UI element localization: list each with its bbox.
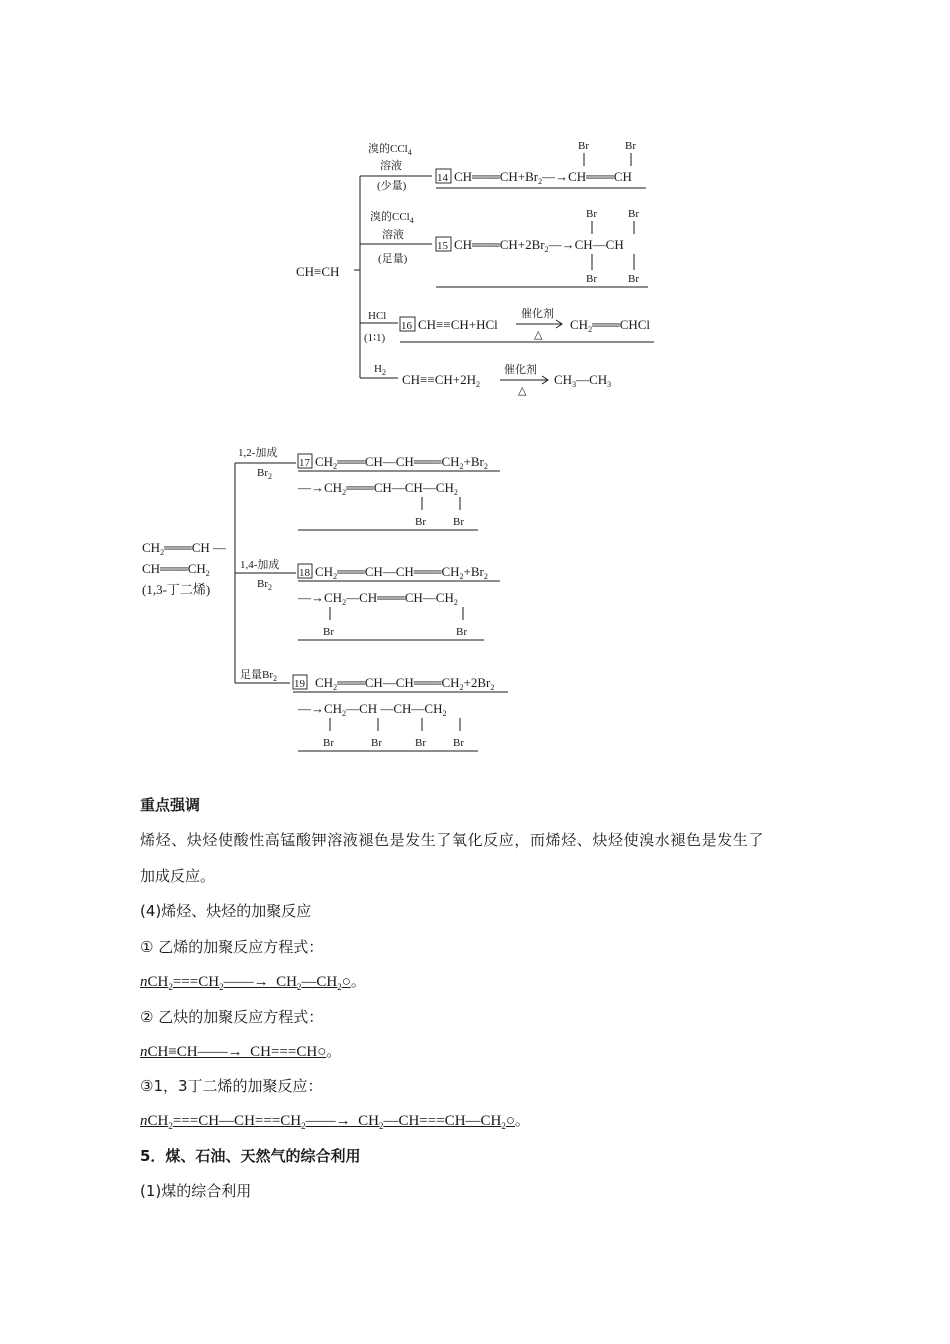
- equation-3: $nCH_2===CH—CH===CH_2——\to$ $CH_2—CH===CH—CH_2○$: [140, 1113, 515, 1131]
- branch-16-cond-1: HCl: [368, 310, 387, 322]
- branch-17-product: $—\to CH_2═══CH—CH—CH_2$: [298, 480, 458, 497]
- item-3-label: ③1，3丁二烯的加聚反应：: [140, 1077, 323, 1095]
- branch-16-reactants: CH≡≡CH+HCl: [418, 317, 498, 332]
- branch-14-br-2: Br: [625, 140, 636, 152]
- branch-17-cond-2: $Br_2$: [257, 467, 272, 481]
- branch-16-heat: △: [534, 329, 543, 341]
- branch-19-br-2: Br: [371, 737, 382, 749]
- branch-19-br-3: Br: [415, 737, 426, 749]
- section-5-title: 5．煤、石油、天然气的综合利用: [140, 1147, 361, 1165]
- branch-h2-heat: △: [518, 385, 527, 397]
- acetylene-diagram: [296, 140, 654, 397]
- equation-1: $nCH_2===CH_2——\to$ $CH_2—CH_2○$: [140, 974, 351, 992]
- branch-19-number: 19: [294, 678, 305, 690]
- branch-15-br-3: Br: [586, 273, 597, 285]
- branch-16-number: 16: [401, 320, 412, 332]
- branch-17-cond-1: 1,2-加成: [238, 447, 278, 459]
- branch-18-cond-1: 1,4-加成: [240, 559, 280, 571]
- branch-h2-reactants: $CH\equiv\equiv CH+2H_2$: [402, 372, 481, 389]
- branch-17-br-2: Br: [453, 516, 464, 528]
- branch-14-cond-2: 溶液: [380, 160, 402, 172]
- branch-17: [238, 445, 500, 530]
- butadiene-reactant-1: $CH_2═══CH$ —: [142, 540, 227, 557]
- equation-2-line: [140, 1041, 341, 1062]
- branch-16: [364, 306, 654, 344]
- branch-h2-cond: $H_2$: [374, 363, 386, 377]
- branch-17-number: 17: [299, 457, 310, 469]
- branch-17-reaction: $CH_2═══CH—CH═══CH_2+Br_2$: [315, 454, 488, 471]
- branch-18-cond-2: $Br_2$: [257, 578, 272, 592]
- branch-14: [368, 140, 646, 192]
- branch-14-number: 14: [437, 172, 448, 184]
- branch-15-equation: $CH═══CH+2Br_2—\to CH—CH$: [454, 237, 624, 254]
- branch-19-br-1: Br: [323, 737, 334, 749]
- branch-18-number: 18: [299, 567, 310, 579]
- branch-15-number: 15: [437, 240, 448, 252]
- emphasis-line-2: 加成反应。: [140, 867, 216, 885]
- butadiene-reactant-2: $CH═══CH_2$: [142, 561, 210, 578]
- branch-15-cond-2: 溶液: [382, 229, 404, 241]
- equation-3-line: [140, 1110, 530, 1136]
- branch-17-br-1: Br: [415, 516, 426, 528]
- branch-18-reaction: $CH_2═══CH—CH═══CH_2+Br_2$: [315, 564, 488, 581]
- branch-15-cond-3: (足量): [378, 253, 408, 265]
- equation-1-period: 。: [350, 972, 366, 990]
- branch-19-product: $—\to CH_2—CH$ $—CH—CH_2$: [298, 701, 447, 718]
- branch-h2-product: $CH_3—CH_3$: [554, 372, 612, 389]
- branch-18-product: $—\to CH_2—CH═══CH—CH_2$: [298, 590, 458, 607]
- equation-2: nCH≡CH——→ CH===CH○: [140, 1044, 327, 1060]
- acetylene-reactant: CH≡CH: [296, 264, 340, 279]
- branch-15-br-2: Br: [628, 208, 639, 220]
- equation-3-period: 。: [514, 1111, 530, 1129]
- branch-14-equation: $CH═══CH+Br_2—\to CH═══CH$: [454, 169, 632, 186]
- branch-19-br-4: Br: [453, 737, 464, 749]
- emphasis-line-1: 烯烃、炔烃使酸性高锰酸钾溶液褪色是发生了氧化反应，而烯烃、炔烃使溴水褪色是发生了: [140, 831, 765, 849]
- equation-1-line: [140, 971, 366, 997]
- branch-16-product: $CH_2═══CHCl$: [570, 317, 651, 334]
- item-2-label: ② 乙炔的加聚反应方程式：: [140, 1008, 324, 1026]
- emphasis-title: 重点强调: [140, 796, 201, 814]
- section-4-title: (4)烯烃、炔烃的加聚反应: [140, 902, 312, 920]
- branch-18: [240, 557, 500, 640]
- branch-15-br-4: Br: [628, 273, 639, 285]
- branch-19-reaction: $CH_2═══CH—CH═══CH_2+2Br_2$: [315, 675, 495, 692]
- branch-15: [370, 208, 648, 287]
- equation-2-period: 。: [326, 1042, 342, 1060]
- butadiene-reactant-3: (1,3-丁二烯): [142, 582, 211, 597]
- branch-h2-catalyst: 催化剂: [504, 364, 537, 376]
- branch-19-cond: 足量$Br_2$: [240, 669, 277, 683]
- branch-14-cond-3: (少量): [377, 180, 407, 192]
- branch-hydrogen: [374, 362, 611, 397]
- item-1-label: ① 乙烯的加聚反应方程式：: [140, 938, 324, 956]
- section-5-1-title: (1)煤的综合利用: [140, 1182, 252, 1200]
- branch-15-br-1: Br: [586, 208, 597, 220]
- branch-14-br-1: Br: [578, 140, 589, 152]
- branch-16-catalyst: 催化剂: [521, 308, 554, 320]
- butadiene-diagram: [142, 445, 508, 751]
- branch-16-cond-2: (1∶1): [364, 332, 386, 344]
- branch-18-br-1: Br: [323, 626, 334, 638]
- branch-19: [240, 668, 508, 751]
- branch-18-br-2: Br: [456, 626, 467, 638]
- branch-14-cond-1: 溴的CCl$_4$: [368, 143, 412, 157]
- branch-15-cond-1: 溴的CCl$_4$: [370, 211, 414, 225]
